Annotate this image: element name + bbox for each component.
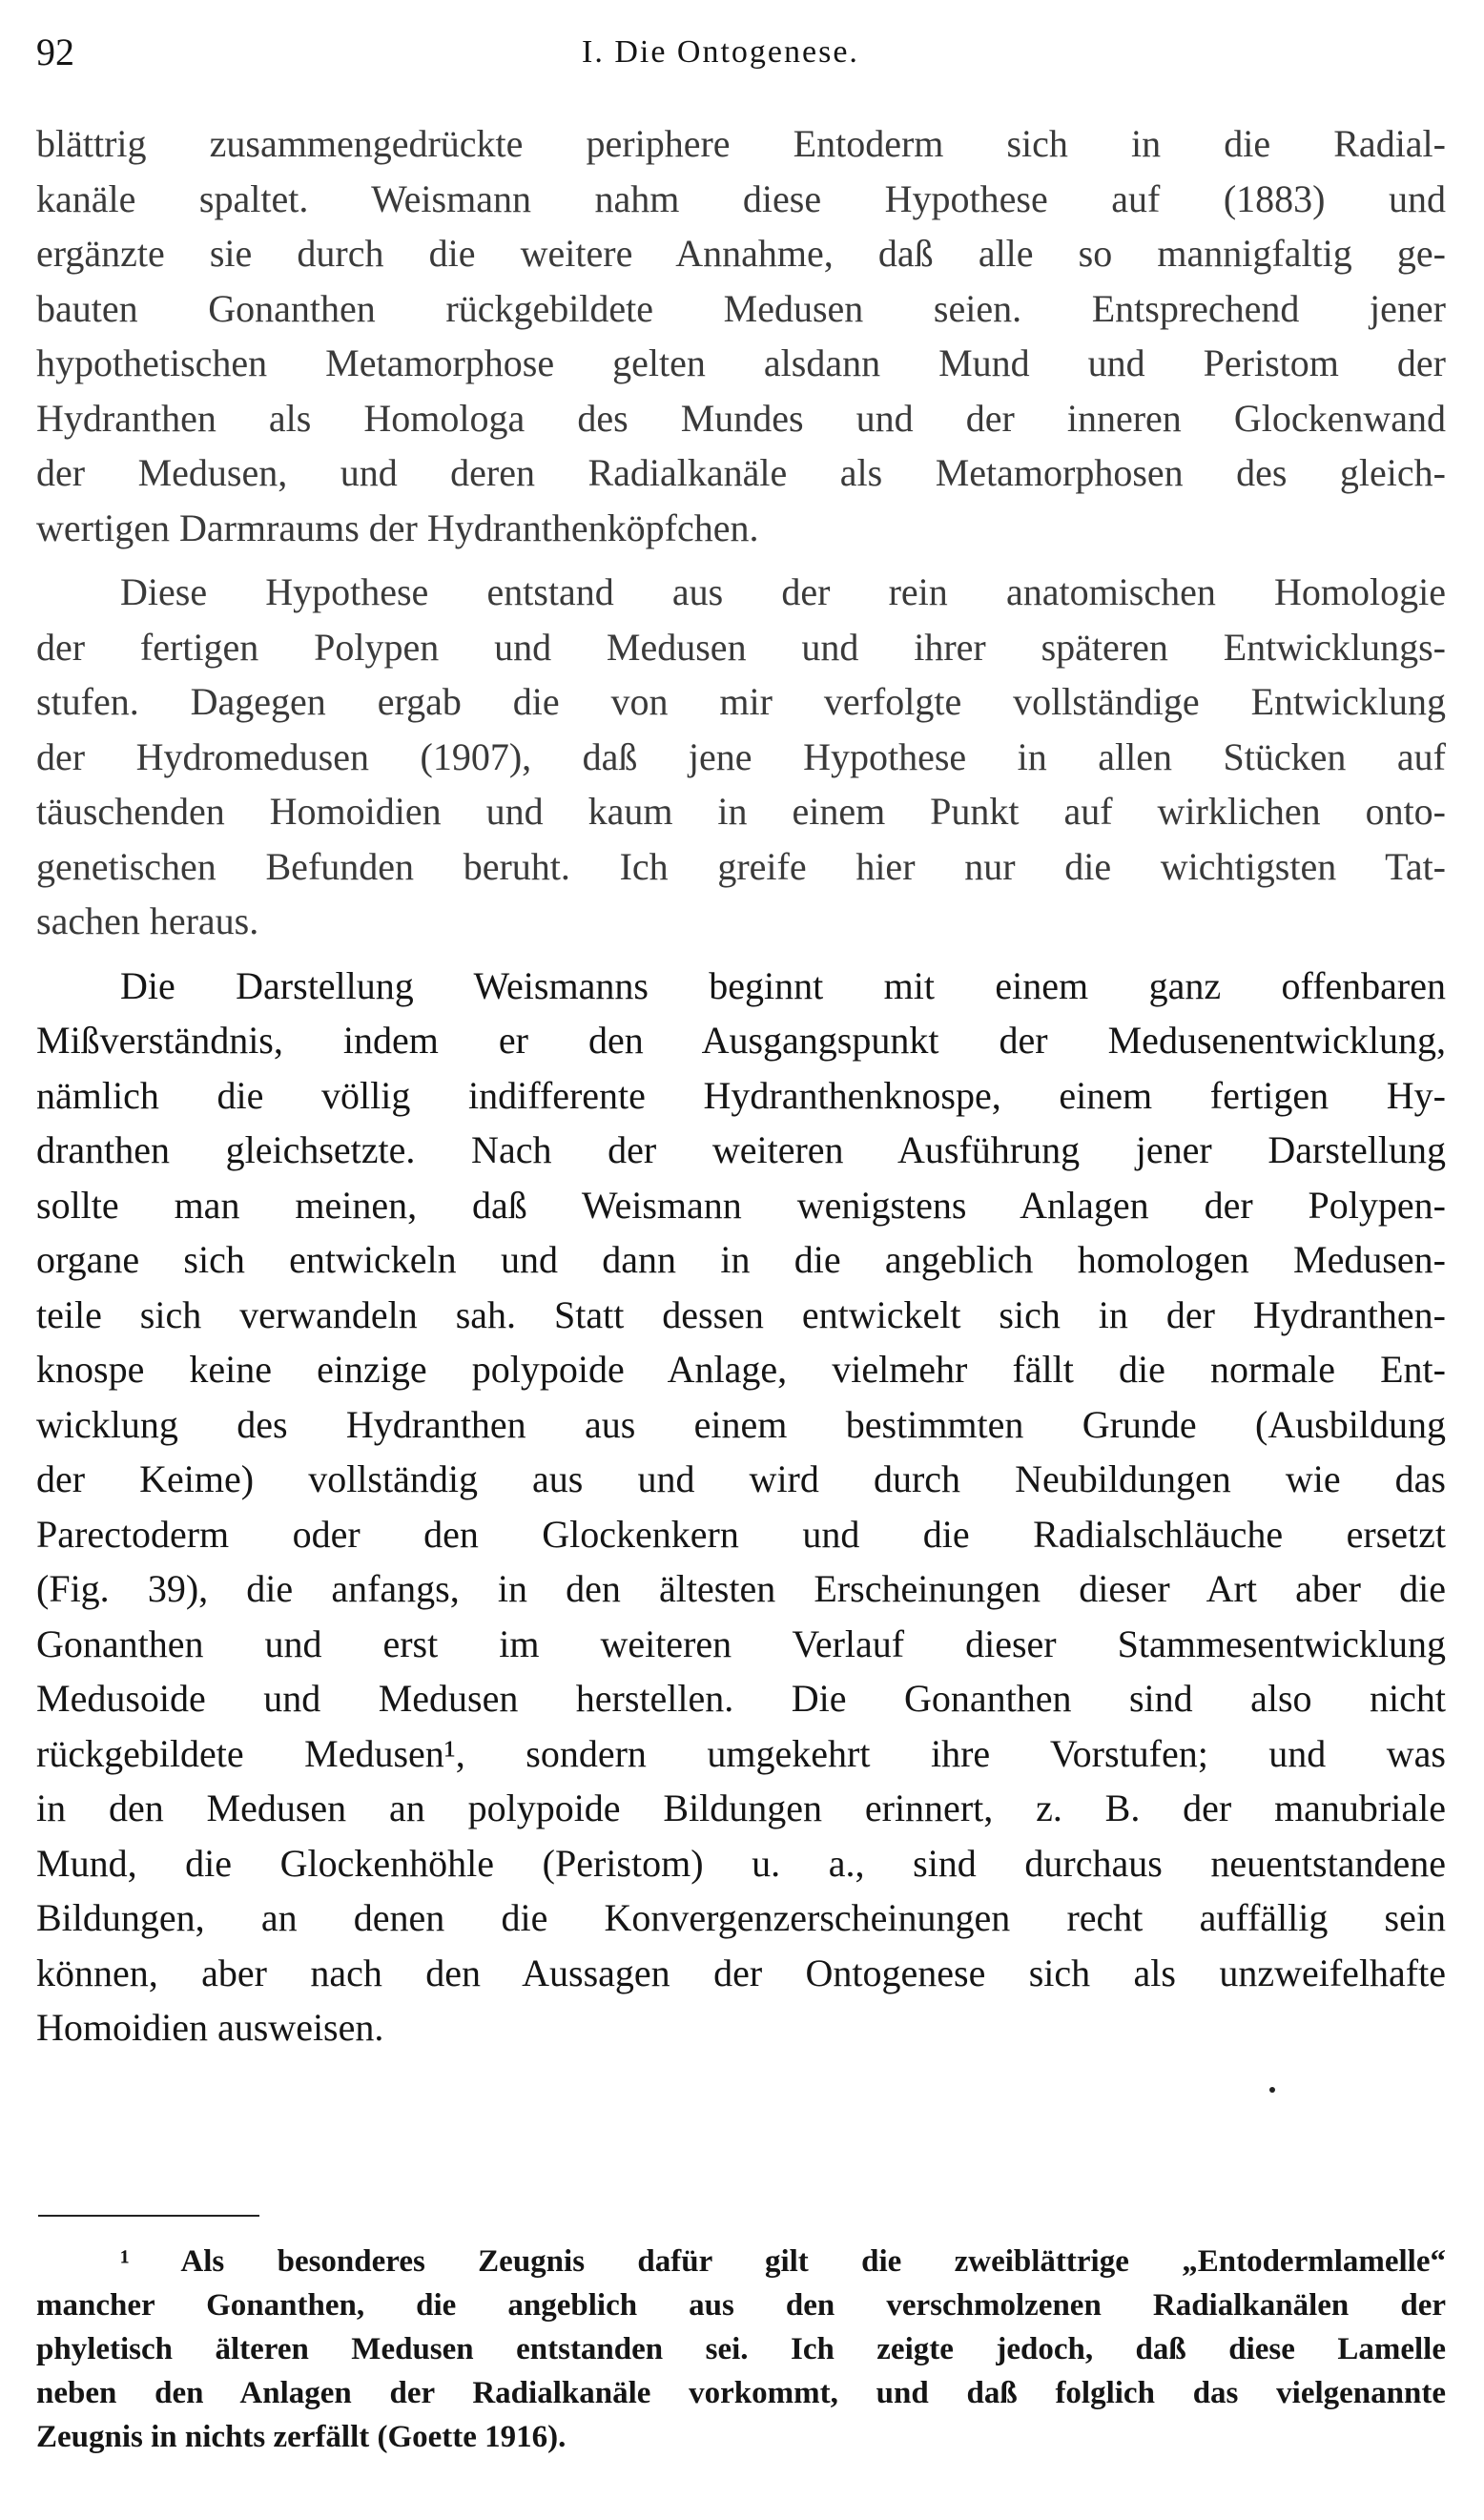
paragraph-1 [36, 116, 1446, 555]
text-line: sollte man meinen, daß Weismann wenigstens Anlagen der Polypen- [36, 1183, 1446, 1227]
text-line: der Keime) vollständig aus und wird durch Neubildungen wie das [36, 1457, 1446, 1500]
paragraph-3 [36, 959, 1446, 2055]
text-line: wicklung des Hydranthen aus einem bestimmten Grunde (Ausbildung [36, 1402, 1446, 1446]
text-line: hypothetischen Metamorphose gelten alsdann Mund und Peristom der [36, 341, 1446, 384]
running-title: I. Die Ontogenese. [582, 34, 859, 70]
footnote [36, 2240, 1446, 2459]
footnote-line: Zeugnis in nichts zerfällt (Goette 1916). [36, 2420, 567, 2454]
text-line: nämlich die völlig indifferente Hydranthenknospe, einem fertigen Hy- [36, 1073, 1446, 1117]
footnote-line: neben den Anlagen der Radialkanäle vorkommt, und daß folglich das vielgenannte [36, 2376, 1446, 2410]
footnote-line: phyletisch älteren Medusen entstanden sei. Ich zeigte jedoch, daß diese Lamelle [36, 2332, 1446, 2366]
text-line: sachen heraus. [36, 899, 259, 942]
text-line: Homoidien ausweisen. [36, 2006, 384, 2049]
text-line: teile sich verwandeln sah. Statt dessen entwickelt sich in der Hydranthen- [36, 1292, 1446, 1336]
text-line: Die Darstellung Weismanns beginnt mit einem ganz offenbaren [120, 963, 1446, 1007]
text-line: rückgebildete Medusen¹, sondern umgekehrt ihre Vorstufen; und was [36, 1731, 1446, 1775]
text-line: Diese Hypothese entstand aus der rein anatomischen Homologie [120, 570, 1446, 613]
text-line: Hydranthen als Homologa des Mundes und der inneren Glockenwand [36, 396, 1446, 440]
page-number: 92 [36, 31, 74, 73]
text-line: knospe keine einzige polypoide Anlage, vielmehr fällt die normale Ent- [36, 1348, 1446, 1391]
paragraph-2 [36, 565, 1446, 949]
text-line: Mund, die Glockenhöhle (Peristom) u. a., sind durchaus neuentstandene [36, 1841, 1446, 1885]
text-line: dranthen gleichsetzte. Nach der weiteren Ausführung jener Darstellung [36, 1128, 1446, 1171]
text-line: stufen. Dagegen ergab die von mir verfolgte vollständige Entwicklung [36, 680, 1446, 723]
text-line: (Fig. 39), die anfangs, in den ältesten Erscheinungen dieser Art aber die [36, 1567, 1446, 1610]
footnote-line: ¹ Als besonderes Zeugnis dafür gilt die zweiblättrige „Entodermlamelle“ [120, 2244, 1446, 2279]
ink-speck [1269, 2087, 1275, 2093]
text-line: organe sich entwickeln und dann in die angeblich homologen Medusen- [36, 1238, 1446, 1281]
text-line: genetischen Befunden beruht. Ich greife hier nur die wichtigsten Tat- [36, 844, 1446, 888]
text-line: Bildungen, an denen die Konvergenzerscheinungen recht auffällig sein [36, 1896, 1446, 1939]
text-line: können, aber nach den Aussagen der Ontogenese sich als unzweifelhafte [36, 1951, 1446, 1994]
footnote-separator [38, 2215, 259, 2217]
text-line: blättrig zusammengedrückte periphere Entoderm sich in die Radial- [36, 122, 1446, 165]
text-line: täuschenden Homoidien und kaum in einem Punkt auf wirklichen onto- [36, 790, 1446, 833]
body-text [36, 116, 1446, 2055]
text-line: der Medusen, und deren Radialkanäle als Metamorphosen des gleich- [36, 451, 1446, 494]
text-line: kanäle spaltet. Weismann nahm diese Hypothese auf (1883) und [36, 176, 1446, 220]
text-line: ergänzte sie durch die weitere Annahme, daß alle so mannigfaltig ge- [36, 232, 1446, 275]
text-line: Gonanthen und erst im weiteren Verlauf dieser Stammesentwicklung [36, 1621, 1446, 1665]
text-line: der Hydromedusen (1907), daß jene Hypothese in allen Stücken auf [36, 734, 1446, 778]
footnote-line: mancher Gonanthen, die angeblich aus den verschmolzenen Radialkanälen der [36, 2288, 1446, 2323]
text-line: der fertigen Polypen und Medusen und ihrer späteren Entwicklungs- [36, 625, 1446, 669]
text-line: wertigen Darmraums der Hydranthenköpfchen. [36, 506, 759, 549]
text-line: Parectoderm oder den Glockenkern und die Radialschläuche ersetzt [36, 1512, 1446, 1556]
page-header [36, 29, 1448, 76]
text-line: bauten Gonanthen rückgebildete Medusen seien. Entsprechend jener [36, 286, 1446, 330]
text-line: Medusoide und Medusen herstellen. Die Gonanthen sind also nicht [36, 1677, 1446, 1720]
text-line: in den Medusen an polypoide Bildungen erinnert, z. B. der manubriale [36, 1787, 1446, 1829]
text-line: Mißverständnis, indem er den Ausgangspunkt der Medusenentwicklung, [36, 1019, 1446, 1062]
